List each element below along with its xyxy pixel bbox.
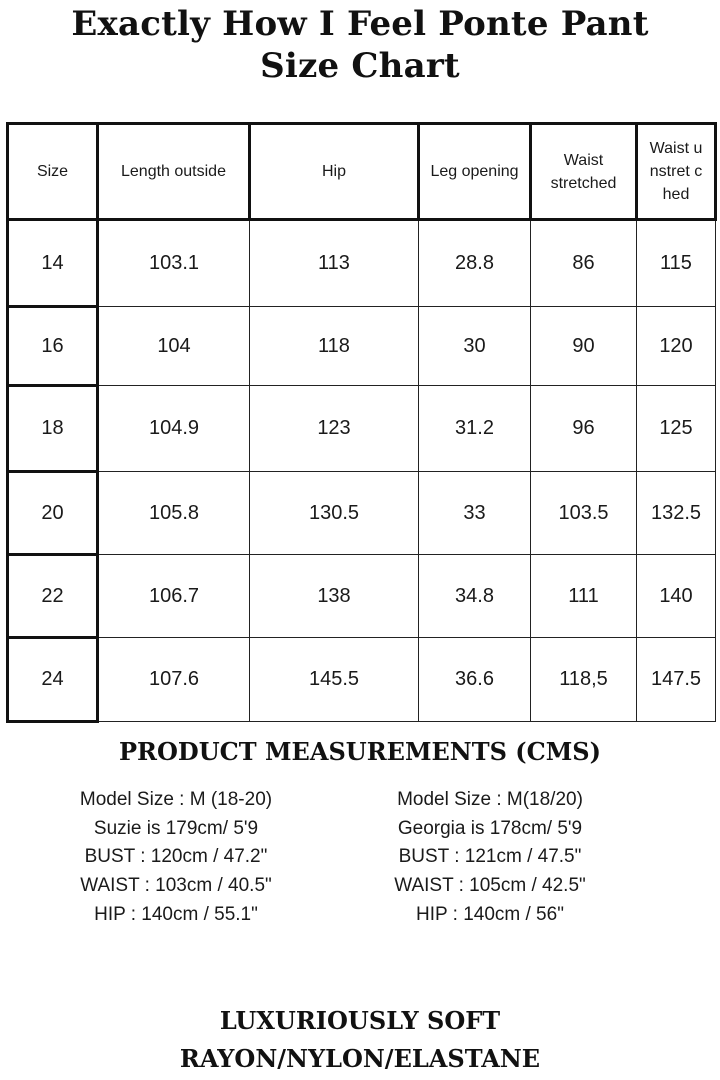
- table-cell: 138: [250, 555, 419, 638]
- column-header: Leg opening: [419, 124, 531, 220]
- measurements-heading: PRODUCT MEASUREMENTS (CMS): [119, 737, 601, 766]
- table-cell: 115: [637, 220, 716, 307]
- column-header: Length outside: [98, 124, 250, 220]
- model-bust-text: BUST : 120cm / 47.2": [84, 846, 268, 868]
- table-row: [8, 307, 716, 386]
- model-size-text: Model Size : M (18-20): [79, 789, 273, 810]
- model-georgia-measurements: [340, 786, 640, 930]
- table-cell: 24: [8, 638, 98, 722]
- table-cell: 86: [531, 220, 637, 307]
- table-cell: 130.5: [250, 472, 419, 555]
- model-suzie-measurements: [26, 786, 326, 930]
- table-row: [8, 472, 716, 555]
- table-cell: 145.5: [250, 638, 419, 722]
- table-cell: 132.5: [637, 472, 716, 555]
- table-row: [8, 638, 716, 722]
- table-cell: 104.9: [98, 386, 250, 472]
- column-header: Hip: [250, 124, 419, 220]
- model-size-text: Model Size : M(18/20): [397, 789, 583, 810]
- table-cell: 18: [8, 386, 98, 472]
- table-cell: 118: [250, 307, 419, 386]
- column-header: Size: [8, 124, 98, 220]
- table-cell: 33: [419, 472, 531, 555]
- model-bust-text: BUST : 121cm / 47.5": [398, 846, 582, 868]
- table-header-row: [8, 124, 716, 220]
- table-cell: 14: [8, 220, 98, 307]
- table-cell: 96: [531, 386, 637, 472]
- table-cell: 147.5: [637, 638, 716, 722]
- table-cell: 140: [637, 555, 716, 638]
- table-cell: 36.6: [419, 638, 531, 722]
- model-waist-text: WAIST : 103cm / 40.5": [80, 875, 272, 897]
- table-cell: 120: [637, 307, 716, 386]
- table-cell: 123: [250, 386, 419, 472]
- model-height-text: Georgia is 178cm/ 5'9: [397, 817, 583, 839]
- table-cell: 105.8: [98, 472, 250, 555]
- model-hip-text: HIP : 140cm / 55.1": [94, 903, 258, 925]
- model-height-text: Suzie is 179cm/ 5'9: [93, 817, 259, 839]
- table-cell: 113: [250, 220, 419, 307]
- table-cell: 104: [98, 307, 250, 386]
- table-cell: 28.8: [419, 220, 531, 307]
- model-waist-text: WAIST : 105cm / 42.5": [394, 875, 586, 897]
- table-cell: 103.5: [531, 472, 637, 555]
- page-title: Exactly How I Feel Ponte Pant: [71, 4, 649, 44]
- table-cell: 20: [8, 472, 98, 555]
- table-cell: 118,5: [531, 638, 637, 722]
- table-cell: 111: [531, 555, 637, 638]
- table-cell: 125: [637, 386, 716, 472]
- table-cell: 22: [8, 555, 98, 638]
- model-hip-text: HIP : 140cm / 56": [416, 903, 564, 925]
- table-cell: 31.2: [419, 386, 531, 472]
- table-cell: 30: [419, 307, 531, 386]
- table-row: [8, 220, 716, 307]
- table-cell: 90: [531, 307, 637, 386]
- column-header: Waist unstret ched: [637, 124, 716, 220]
- table-cell: 107.6: [98, 638, 250, 722]
- column-header: Waist stretched: [531, 124, 637, 220]
- page-subtitle: Size Chart: [260, 46, 460, 86]
- fabric-composition: RAYON/NYLON/ELASTANE: [179, 1044, 541, 1073]
- size-chart-table: [6, 122, 717, 723]
- table-cell: 16: [8, 307, 98, 386]
- fabric-tagline: LUXURIOUSLY SOFT: [219, 1006, 501, 1035]
- table-cell: 34.8: [419, 555, 531, 638]
- table-cell: 103.1: [98, 220, 250, 307]
- table-row: [8, 555, 716, 638]
- table-row: [8, 386, 716, 472]
- table-cell: 106.7: [98, 555, 250, 638]
